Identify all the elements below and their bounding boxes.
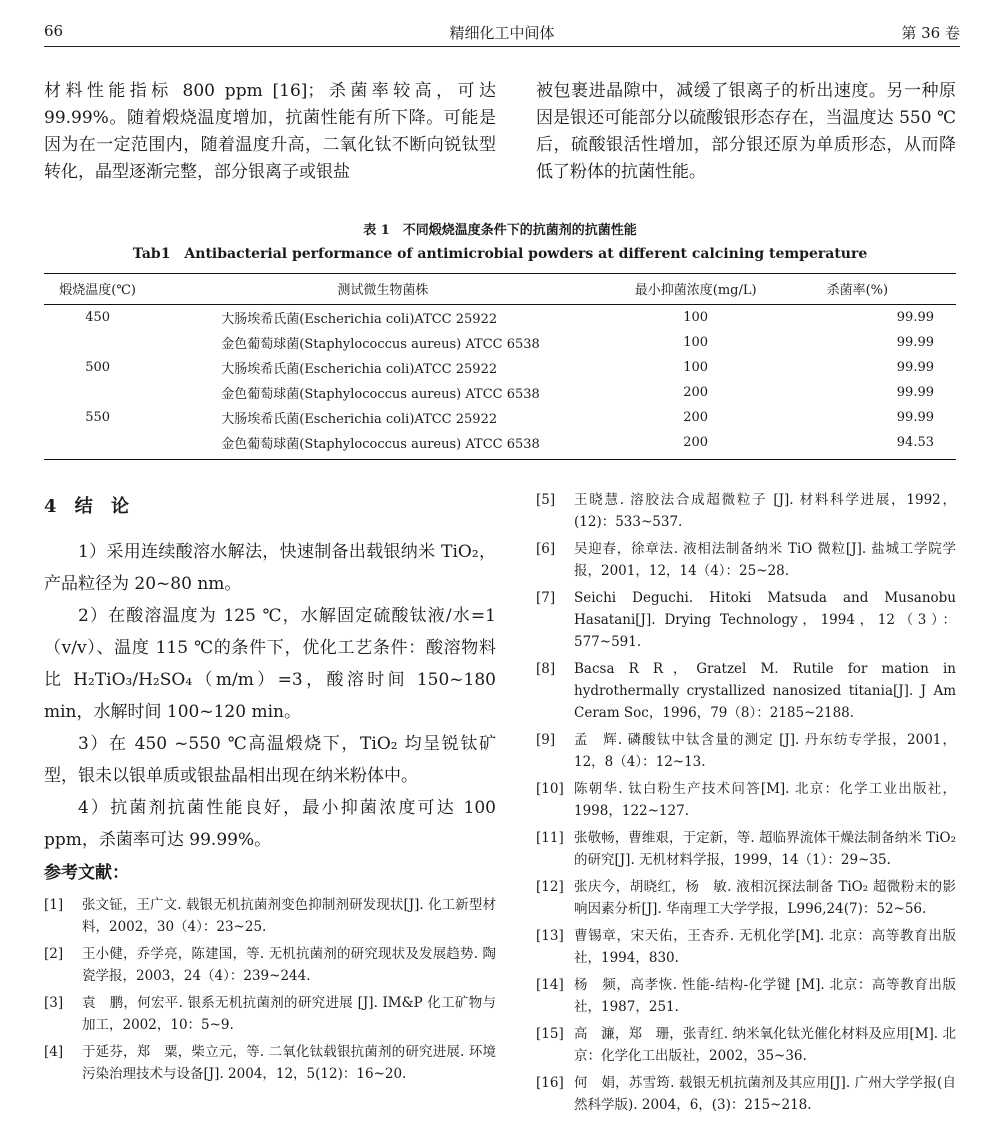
cell-mic: 100	[683, 310, 709, 325]
cell-temperature: 550	[85, 410, 111, 425]
reference-number: [6]	[536, 541, 556, 557]
reference-number: [10]	[536, 781, 564, 797]
reference-item	[536, 1072, 956, 1116]
reference-number: [12]	[536, 879, 564, 895]
cell-temperature	[44, 380, 151, 405]
reference-item	[536, 658, 956, 724]
reference-text: 王晓慧. 溶胶法合成超微粒子 [J]. 材料科学进展，1992，(12)：533~537.	[574, 492, 956, 530]
volume-label: 第 36 卷	[901, 24, 960, 42]
reference-item	[536, 974, 956, 1018]
cell-strain: 大肠埃希氏菌(Escherichia coli)ATCC 25922	[221, 312, 498, 327]
reference-text: 于延芬，郑 粟，柴立元，等. 二氧化钛载银抗菌剂的研究进展. 环境污染治理技术与设备[J]. 2004，12，5(12)：16~20.	[82, 1044, 496, 1082]
header-mic: 最小抑菌浓度(mg/L)	[615, 274, 777, 305]
reference-item	[536, 925, 956, 969]
cell-kill-rate: 99.99	[896, 310, 934, 325]
conclusion-body	[44, 536, 496, 856]
table-row	[44, 355, 956, 380]
intro-left-column	[44, 78, 496, 186]
cell-kill-rate: 99.99	[896, 335, 934, 350]
reference-text: 张文钲，王广文. 载银无机抗菌剂变色抑制剂研发现状[J]. 化工新型材料，2002，30（4）：23~25.	[82, 897, 496, 935]
reference-number: [15]	[536, 1026, 564, 1042]
header-kill-rate: 杀菌率(%)	[777, 274, 956, 305]
reference-number: [11]	[536, 830, 564, 846]
conclusion-item: 1）采用连续酸溶水解法，快速制备出载银纳米 TiO₂，产品粒径为 20~80 nm。	[44, 542, 496, 594]
cell-temperature: 450	[85, 310, 111, 325]
reference-text: 孟 辉. 磷酸钛中钛含量的测定 [J]. 丹东纺专学报，2001，12，8（4）：12~13.	[574, 732, 956, 770]
cell-temperature	[44, 430, 151, 460]
table-row	[44, 430, 956, 460]
reference-text: 何 娟，苏雪筠. 载银无机抗菌剂及其应用[J]. 广州大学学报(自然科学版). 2004，6，(3)：215~218.	[574, 1075, 956, 1113]
cell-strain: 金色葡萄球菌(Staphylococcus aureus) ATCC 6538	[221, 337, 540, 352]
cell-mic: 200	[615, 430, 777, 460]
reference-number: [14]	[536, 977, 564, 993]
reference-number: [1]	[44, 897, 64, 913]
reference-item	[536, 778, 956, 822]
reference-item	[536, 538, 956, 582]
section-heading-conclusion: 4 结 论	[44, 496, 136, 517]
intro-right-column	[536, 78, 956, 186]
reference-text: 张敬畅，曹维艰，于定新，等. 超临界流体干燥法制备纳米 TiO₂ 的研究[J]. 无机材料学报，1999，14（1）：29~35.	[574, 830, 956, 868]
table-row	[44, 405, 956, 430]
cell-kill-rate: 94.53	[777, 430, 956, 460]
reference-number: [16]	[536, 1075, 564, 1091]
cell-strain: 大肠埃希氏菌(Escherichia coli)ATCC 25922	[221, 412, 498, 427]
header-strain: 测试微生物菌株	[151, 274, 614, 305]
cell-strain: 金色葡萄球菌(Staphylococcus aureus) ATCC 6538	[221, 387, 540, 402]
header-temperature: 煅烧温度(℃)	[44, 274, 151, 305]
cell-mic: 100	[683, 360, 709, 375]
table-caption-en: Tab1 Antibacterial performance of antimicrobial powders at different calcining temperature	[132, 246, 868, 262]
reference-text: 王小健，乔学亮，陈建国，等. 无机抗菌剂的研究现状及发展趋势. 陶瓷学报，2003，24（4）：239~244.	[82, 946, 496, 984]
reference-number: [3]	[44, 995, 64, 1011]
references-right-column	[536, 489, 956, 1121]
table-row	[44, 305, 956, 331]
reference-item	[536, 729, 956, 773]
reference-text: 杨 频，高孝恢. 性能-结构-化学键 [M]. 北京：高等教育出版社，1987，251.	[574, 977, 956, 1015]
cell-kill-rate: 99.99	[896, 410, 934, 425]
reference-item	[536, 876, 956, 920]
references-heading: 参考文献：	[44, 863, 129, 883]
reference-item	[44, 992, 496, 1036]
reference-text: 袁 鹏，何宏平. 银系无机抗菌剂的研究进展 [J]. IM&P 化工矿物与加工，2002，10：5~9.	[82, 995, 496, 1033]
reference-item	[44, 894, 496, 938]
cell-mic: 200	[683, 410, 709, 425]
page-number: 66	[44, 22, 64, 40]
reference-text: 曹锡章，宋天佑，王杏乔. 无机化学[M]. 北京：高等教育出版社，1994，830.	[574, 928, 956, 966]
reference-item	[44, 1041, 496, 1085]
results-table	[44, 273, 956, 460]
reference-item	[536, 489, 956, 533]
table-header-row	[44, 274, 956, 305]
table-row	[44, 330, 956, 355]
reference-text: 陈朝华. 钛白粉生产技术问答[M]. 北京：化学工业出版社，1998，122~127.	[574, 781, 956, 819]
conclusion-item: 2）在酸溶温度为 125 ℃，水解固定硫酸钛液/水=1（v/v）、温度 115 ℃的条件下，优化工艺条件：酸溶物料比 H₂TiO₃/H₂SO₄（m/m）=3，酸溶时间 150~180 min，水解时间 100~120 min。	[44, 606, 496, 722]
intro-left-text: 材料性能指标 800 ppm [16]；杀菌率较高，可达 99.99%。随着煅烧温度增加，抗菌性能有所下降。可能是因为在一定范围内，随着温度升高，二氧化钛不断向锐钛型转化，晶型逐渐完整，部分银离子或银盐	[44, 81, 496, 182]
references-left-column	[44, 894, 496, 1090]
cell-mic: 200	[683, 385, 709, 400]
reference-number: [7]	[536, 590, 556, 606]
journal-title: 精细化工中间体	[449, 24, 555, 42]
reference-number: [4]	[44, 1044, 64, 1060]
reference-item	[44, 943, 496, 987]
reference-number: [9]	[536, 732, 556, 748]
reference-item	[536, 587, 956, 653]
reference-text: 高 濂，郑 珊，张青红. 纳米氧化钛光催化材料及应用[M]. 北京：化学化工出版社，2002，35~36.	[574, 1026, 956, 1064]
reference-text: Seichi Deguchi. Hitoki Matsuda and Musanobu Hasatani[J]. Drying Technology，1994，12（3）：577~591.	[574, 590, 956, 650]
conclusion-item: 4）抗菌剂抗菌性能良好，最小抑菌浓度可达 100 ppm，杀菌率可达 99.99%。	[44, 798, 496, 850]
reference-item	[536, 827, 956, 871]
cell-strain: 大肠埃希氏菌(Escherichia coli)ATCC 25922	[221, 362, 498, 377]
reference-number: [5]	[536, 492, 556, 508]
reference-number: [13]	[536, 928, 564, 944]
reference-text: 吴迎春，徐章法. 液相法制备纳米 TiO 微粒[J]. 盐城工学院学报，2001，12，14（4）：25~28.	[574, 541, 956, 579]
reference-text: 张庆今，胡晓红，杨 敏. 液相沉探法制备 TiO₂ 超微粉末的影响因素分析[J]. 华南理工大学学报，L996,24(7)：52~56.	[574, 879, 956, 917]
table-caption-cn: 表 1 不同煅烧温度条件下的抗菌剂的抗菌性能	[363, 223, 637, 238]
reference-number: [8]	[536, 661, 556, 677]
cell-kill-rate: 99.99	[896, 360, 934, 375]
intro-right-text: 被包裹进晶隙中，减缓了银离子的析出速度。另一种原因是银还可能部分以硫酸银形态存在，当温度达 550 ℃后，硫酸银活性增加，部分银还原为单质形态，从而降低了粉体的抗菌性能。	[536, 81, 956, 182]
reference-number: [2]	[44, 946, 64, 962]
cell-temperature	[44, 330, 151, 355]
reference-item	[536, 1023, 956, 1067]
page-header	[44, 16, 960, 47]
cell-kill-rate: 99.99	[896, 385, 934, 400]
cell-mic: 100	[683, 335, 709, 350]
cell-temperature: 500	[85, 360, 111, 375]
table-row	[44, 380, 956, 405]
conclusion-item: 3）在 450 ~550 ℃高温煅烧下，TiO₂ 均呈锐钛矿型，银未以银单质或银盐晶相出现在纳米粉体中。	[44, 734, 496, 786]
cell-strain: 金色葡萄球菌(Staphylococcus aureus) ATCC 6538	[151, 430, 614, 460]
reference-text: Bacsa R R，Gratzel M. Rutile for mation in hydrothermally crystallized nanosized titania[J]. J Am Ceram Soc，1996，79（8）：2185~2188.	[574, 661, 956, 721]
